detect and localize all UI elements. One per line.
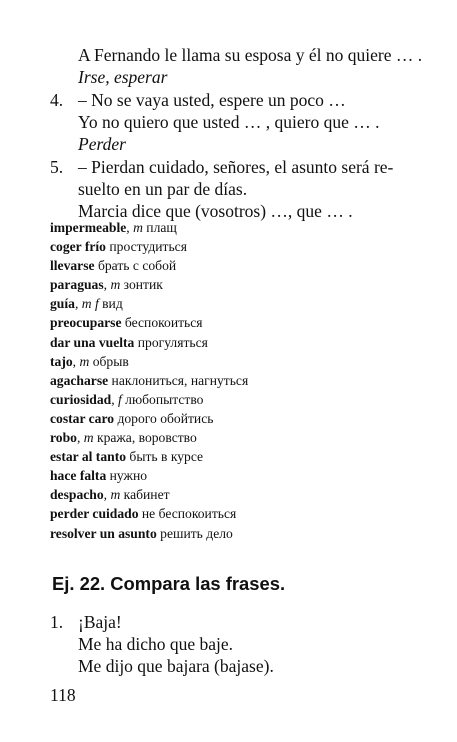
vocab-translation: зонтик	[123, 277, 163, 293]
vocab-term: impermeable	[50, 220, 127, 235]
vocab-entry: impermeable, m плащ	[50, 220, 177, 235]
item-5-line-2: suelto en un par de días.	[78, 179, 248, 199]
vocab-gender: f	[117, 391, 122, 407]
vocab-entry	[50, 333, 248, 352]
item-number-5: 5.	[50, 157, 64, 177]
vocab-translation: нужно	[109, 468, 148, 484]
item-number-4: 4.	[50, 90, 64, 110]
vocab-translation: обрыв	[92, 353, 129, 369]
vocab-term: despacho	[50, 487, 104, 503]
vocab-term: coger frío	[50, 239, 106, 255]
vocab-translation: не беспокоиться	[141, 506, 237, 522]
item-4-line-2: Yo no quiero que usted … , quiero que … .	[78, 112, 380, 132]
vocab-translation: плащ	[146, 220, 177, 235]
vocab-term: paraguas	[50, 277, 104, 293]
exercise-heading: Ej. 22. Compara las frases.	[52, 573, 286, 594]
vocab-term: preocuparse	[50, 315, 122, 331]
vocab-translation: прогуляться	[137, 334, 208, 350]
vocab-translation: наклониться, нагнуться	[111, 372, 249, 388]
item-5-line-1: – Pierdan cuidado, señores, el asunto será re-	[78, 157, 394, 177]
vocab-term: perder cuidado	[50, 506, 139, 522]
vocab-translation: брать с собой	[97, 258, 177, 274]
vocab-translation: дорого обойтись	[117, 410, 214, 426]
vocab-term: hace falta	[50, 468, 107, 484]
vocab-entry	[50, 237, 248, 256]
vocab-term: guía	[50, 296, 75, 312]
exercise-line-2: Me ha dicho que baje.	[78, 634, 234, 654]
vocab-term: robo	[50, 430, 77, 446]
vocab-term: curiosidad	[50, 391, 112, 407]
vocab-translation: беспокоиться	[124, 315, 203, 331]
vocab-entry	[50, 466, 248, 485]
continuation-hint: Irse, esperar	[78, 67, 168, 87]
vocab-entry: robo, m кража, воровство	[50, 430, 197, 446]
vocab-entry: despacho, m кабинет	[50, 487, 170, 503]
vocab-term: estar al tanto	[50, 449, 127, 465]
vocab-translation: кабинет	[123, 487, 170, 503]
vocab-entry	[50, 504, 248, 523]
vocab-entry: paraguas, m зонтик	[50, 277, 163, 293]
vocab-gender: m	[110, 487, 121, 503]
exercise-line-1: ¡Baja!	[78, 612, 122, 632]
vocab-gender: m	[133, 220, 143, 235]
vocab-entry: curiosidad, f любопытство	[50, 391, 204, 407]
vocab-term: agacharse	[50, 372, 109, 388]
vocab-translation: простудиться	[109, 239, 187, 255]
page-number: 118	[50, 685, 76, 705]
vocab-translation: вид	[102, 296, 123, 312]
exercise-item-number: 1.	[50, 612, 64, 632]
vocab-gender: m	[110, 277, 121, 293]
exercise-line-3: Me dijo que bajara (bajase).	[78, 656, 274, 676]
vocab-gender: m	[83, 430, 94, 446]
vocab-term: dar una vuelta	[50, 334, 135, 350]
vocab-translation: любопытство	[125, 391, 204, 407]
vocab-entry: guía, m f вид	[50, 296, 123, 312]
vocab-term: llevarse	[50, 258, 95, 274]
vocab-gender: m f	[81, 296, 99, 312]
vocabulary-list	[50, 218, 248, 543]
vocab-term: costar caro	[50, 410, 115, 426]
vocab-translation: решить дело	[160, 525, 233, 541]
item-5-line-3: Marcia dice que (vosotros) …, que … .	[78, 201, 353, 221]
vocab-entry: tajo, m обрыв	[50, 353, 129, 369]
vocab-entry	[50, 524, 248, 543]
vocab-entry	[50, 409, 248, 428]
vocab-translation: быть в курсе	[129, 449, 204, 465]
vocab-entry	[50, 313, 248, 332]
vocab-translation: кража, воровство	[96, 430, 197, 446]
continuation-line: A Fernando le llama su esposa y él no quiere … .	[78, 45, 423, 65]
vocab-entry	[50, 447, 248, 466]
vocab-entry	[50, 256, 248, 275]
vocab-entry	[50, 371, 248, 390]
vocab-gender: m	[79, 353, 90, 369]
item-4-hint: Perder	[78, 134, 126, 154]
vocab-term: resolver un asunto	[50, 525, 157, 541]
vocab-term: tajo	[50, 353, 73, 369]
item-4-line-1: – No se vaya usted, espere un poco …	[78, 90, 346, 110]
